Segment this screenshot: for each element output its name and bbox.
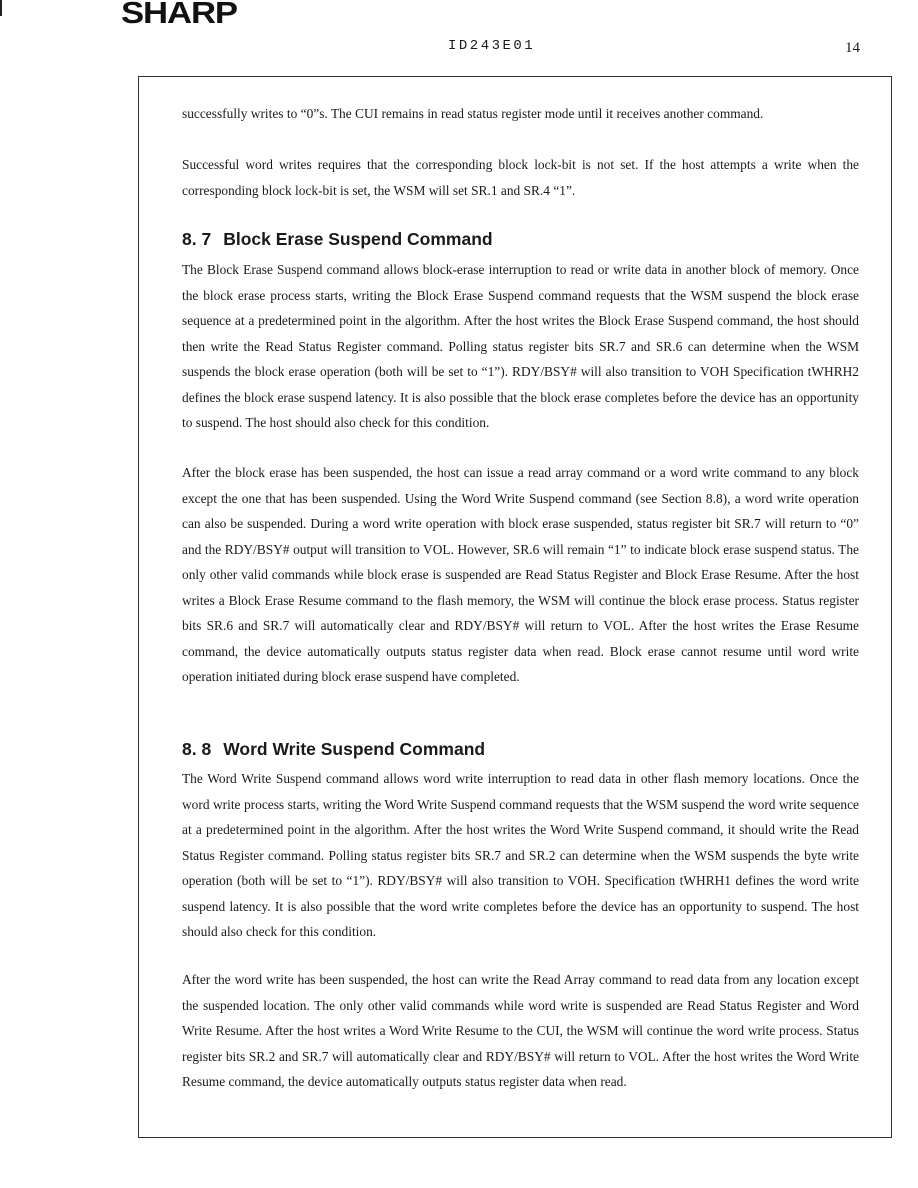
section-number: 8. 7 <box>182 229 212 249</box>
paragraph-after-block-erase: After the block erase has been suspended, the host can issue a read array command or a word write command to any block except the one that has been suspended. Using the Word Write Suspend command (see Section 8.8), a word write operation can also be suspended. During a word write operation with block erase suspended, status register bit SR.7 will return to “0” and the RDY/BSY# output will transition to VOL. However, SR.6 will remain “1” to indicate block erase suspend status. The only other valid commands while block erase is suspended are Read Status Register and Block Erase Resume. After the host writes a Block Erase Resume command to the flash memory, the WSM will continue the block erase process. Status register bits SR.6 and SR.7 will automatically clear and RDY/BSY# will return to VOL. After the host writes the Erase Resume command, the device automatically outputs status register data when read. Block erase cannot resume until word write operation initiated during block erase suspend have completed. <box>182 465 859 684</box>
page-number: 14 <box>845 40 860 56</box>
paragraph-word-write-suspend: The Word Write Suspend command allows word write interruption to read data in other flash memory locations. Once the word write process starts, writing the Word Write Suspend command requests that the WSM suspend the word write sequence at a predetermined point in the algorithm. After the host writes the Word Write Suspend command, it should write the Read Status Register command. Polling status register bits SR.7 and SR.2 can determine when the WSM suspends the byte write operation (both will be set to “1”). RDY/BSY# will also transition to VOH. Specification tWHRH1 defines the word write suspend latency. It is also possible that the word write completes before the device has an opportunity to suspend. The host should also check for this condition. <box>182 771 859 939</box>
section-title: Block Erase Suspend Command <box>223 229 493 249</box>
sharp-logo: SHARP <box>121 0 237 30</box>
document-id: ID243E01 <box>448 38 536 54</box>
section-title: Word Write Suspend Command <box>223 739 486 759</box>
paragraph-block-erase-suspend: The Block Erase Suspend command allows block-erase interruption to read or write data in another block of memory. Once the block erase process starts, writing the Block Erase Suspend command requests that the WSM suspend the block erase sequence at a predetermined point in the algorithm. After the host writes the Block Erase Suspend command, the host should then write the Read Status Register command. Polling status register bits SR.7 and SR.6 can determine when the WSM suspends the block erase operation (both will be set to “1”). RDY/BSY# will also transition to VOH Specification tWHRH2 defines the block erase suspend latency. It is also possible that the block erase completes before the device has an opportunity to suspend. The host should also check for this condition. <box>182 262 859 430</box>
section-number: 8. 8 <box>182 739 212 759</box>
section-heading-8-8 <box>182 739 485 760</box>
paragraph-cui-mode: successfully writes to “0”s. The CUI remains in read status register mode until it receives another command. <box>182 106 764 121</box>
section-heading-8-7 <box>182 229 493 250</box>
page-edge-mark <box>0 0 2 16</box>
paragraph-lock-bit: Successful word writes requires that the corresponding block lock-bit is not set. If the host attempts a write when the corresponding block lock-bit is set, the WSM will set SR.1 and SR.4 “1”. <box>182 157 859 198</box>
paragraph-after-word-write: After the word write has been suspended, the host can write the Read Array command to read data from any location except the suspended location. The only other valid commands while word write is suspended are Read Status Register and Word Write Resume. After the host writes a Word Write Resume to the CUI, the WSM will continue the word write process. Status register bits SR.2 and SR.7 will automatically clear and RDY/BSY# will return to VOL. After the host writes the Word Write Resume command, the device automatically outputs status register data when read. <box>182 972 859 1089</box>
